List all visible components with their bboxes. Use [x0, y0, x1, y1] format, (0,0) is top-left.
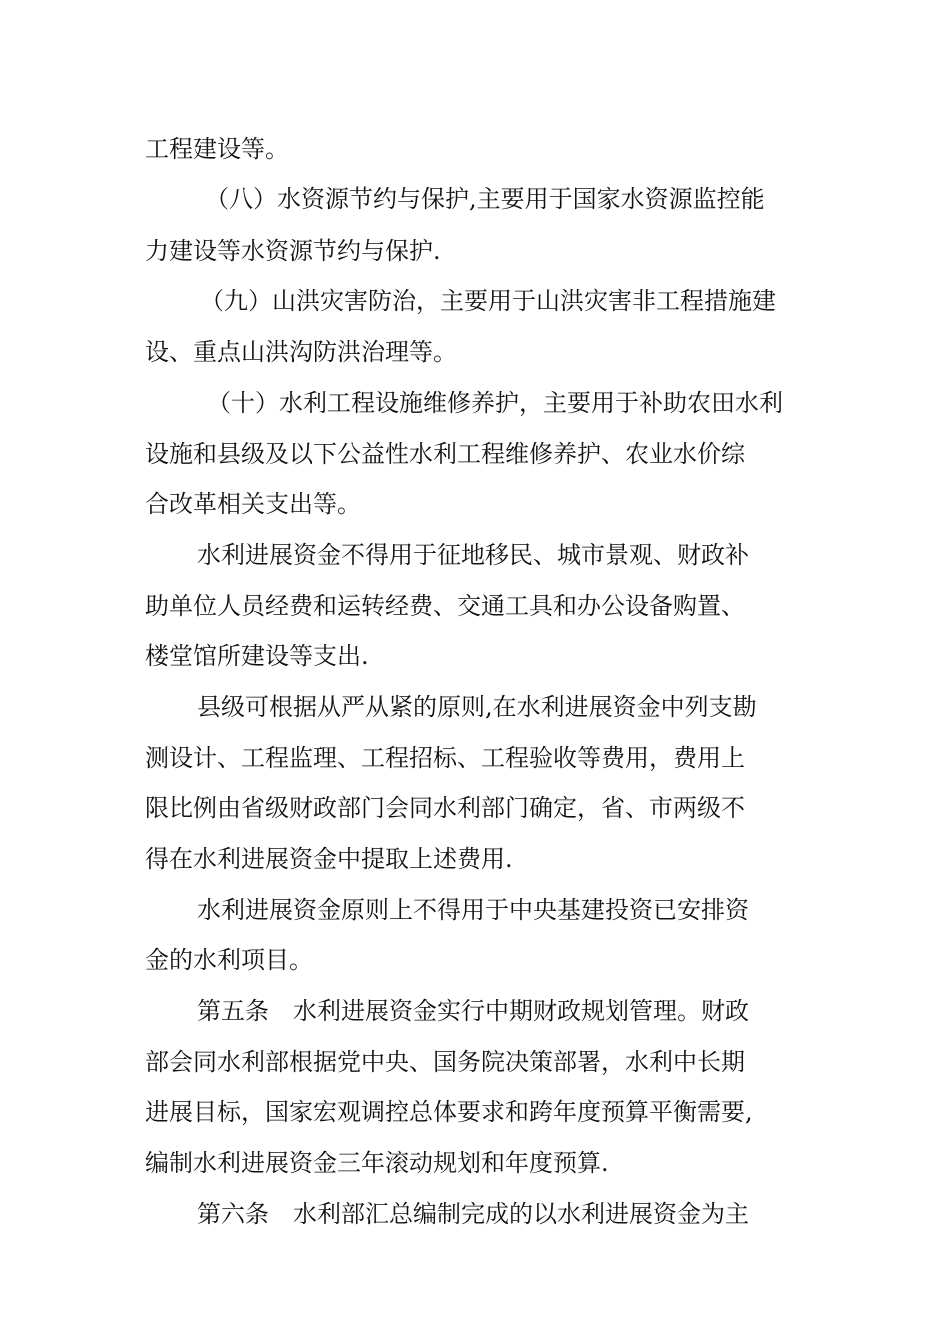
text-line: 水利进展资金原则上不得用于中央基建投资已安排资	[197, 896, 749, 924]
text-line: 金的水利项目。	[145, 946, 313, 974]
text-line: 水利进展资金不得用于征地移民、城市景观、财政补	[197, 541, 749, 569]
text-line: 设施和县级及以下公益性水利工程维修养护、农业水价综	[145, 440, 745, 468]
text-line: 工程建设等。	[145, 135, 289, 163]
text-line: 力建设等水资源节约与保护.	[145, 237, 441, 265]
text-line: 编制水利进展资金三年滚动规划和年度预算.	[145, 1149, 609, 1177]
text-line: 楼堂馆所建设等支出.	[145, 642, 369, 670]
text-line: （九）山洪灾害防治，主要用于山洪灾害非工程措施建	[200, 287, 776, 315]
text-line: 部会同水利部根据党中央、国务院决策部署，水利中长期	[145, 1048, 745, 1076]
text-line: 合改革相关支出等。	[145, 490, 361, 518]
text-line: （八）水资源节约与保护,主要用于国家水资源监控能	[205, 185, 765, 213]
text-line: 测设计、工程监理、工程招标、工程验收等费用，费用上	[145, 744, 745, 772]
text-line: 设、重点山洪沟防洪治理等。	[145, 338, 457, 366]
text-line: 县级可根据从严从紧的原则,在水利进展资金中列支勘	[197, 693, 757, 721]
text-line: 第六条 水利部汇总编制完成的以水利进展资金为主	[197, 1200, 749, 1228]
text-line: 得在水利进展资金中提取上述费用.	[145, 845, 513, 873]
text-line: 限比例由省级财政部门会同水利部门确定，省、市两级不	[145, 794, 745, 822]
text-line: 助单位人员经费和运转经费、交通工具和办公设备购置、	[145, 592, 745, 620]
text-line: 进展目标，国家宏观调控总体要求和跨年度预算平衡需要,	[145, 1098, 753, 1126]
text-line: （十）水利工程设施维修养护，主要用于补助农田水利	[207, 389, 783, 417]
text-line: 第五条 水利进展资金实行中期财政规划管理。财政	[197, 997, 749, 1025]
